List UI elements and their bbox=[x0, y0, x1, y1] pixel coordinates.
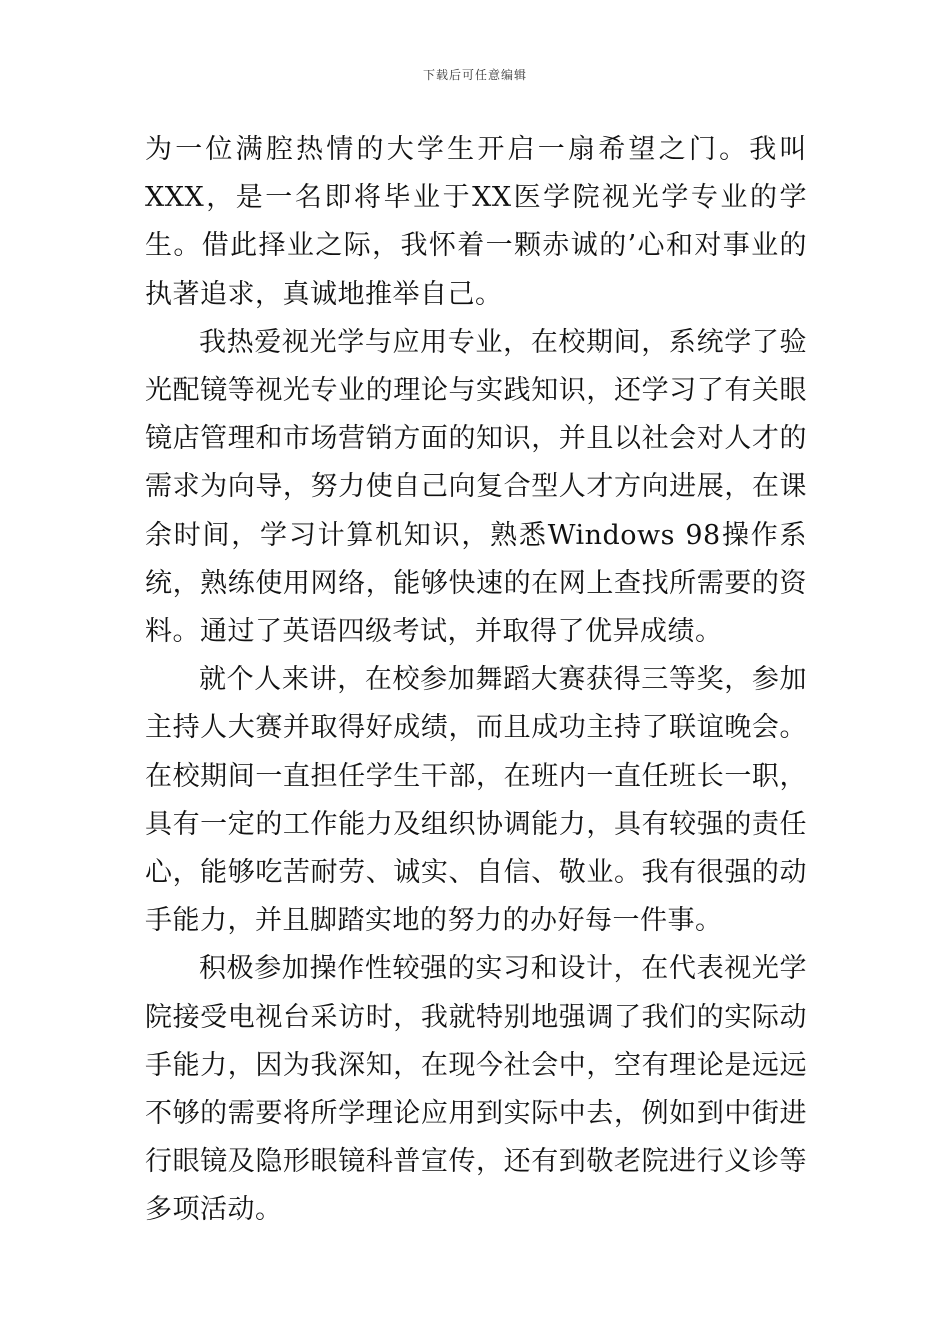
paragraph-activities: 就个人来讲，在校参加舞蹈大赛获得三等奖，参加主持人大赛并取得好成绩，而且成功主持了联谊晚会。在校期间一直担任学生干部，在班内一直任班长一职，具有一定的工作能力及组织协调能力，具有较强的责任心，能够吃苦耐劳、诚实、自信、敬业。我有很强的动手能力，并且脚踏实地的努力的办好每一件事。 bbox=[145, 664, 807, 937]
page-header: 下载后可任意编辑 bbox=[422, 68, 527, 82]
paragraph-practice: 积极参加操作性较强的实习和设计，在代表视光学院接受电视台采访时，我就特别地强调了我们的实际动手能力，因为我深知，在现今社会中，空有理论是远远不够的需要将所学理论应用到实际中去，例如到中街进行眼镜及隐形眼镜科普宣传，还有到敬老院进行义诊等多项活动。 bbox=[145, 953, 807, 1226]
paragraph-intro: 为一位满腔热情的大学生开启一扇希望之门。我叫XXX，是一名即将毕业于XX医学院视光学专业的学生。借此择业之际，我怀着一颗赤诚的’心和对事业的执著追求，真诚地推举自己。 bbox=[145, 134, 807, 310]
paragraph-studies: 我热爱视光学与应用专业，在校期间，系统学了验光配镜等视光专业的理论与实践知识，还学习了有关眼镜店管理和市场营销方面的知识，并且以社会对人才的需求为向导，努力使自己向复合型人才方向进展，在课余时间，学习计算机知识，熟悉Windows 98操作系统，熟练使用网络，能够快速的在网上查找所需要的资料。通过了英语四级考试，并取得了优异成绩。 bbox=[145, 326, 807, 648]
body-text bbox=[145, 126, 807, 1235]
